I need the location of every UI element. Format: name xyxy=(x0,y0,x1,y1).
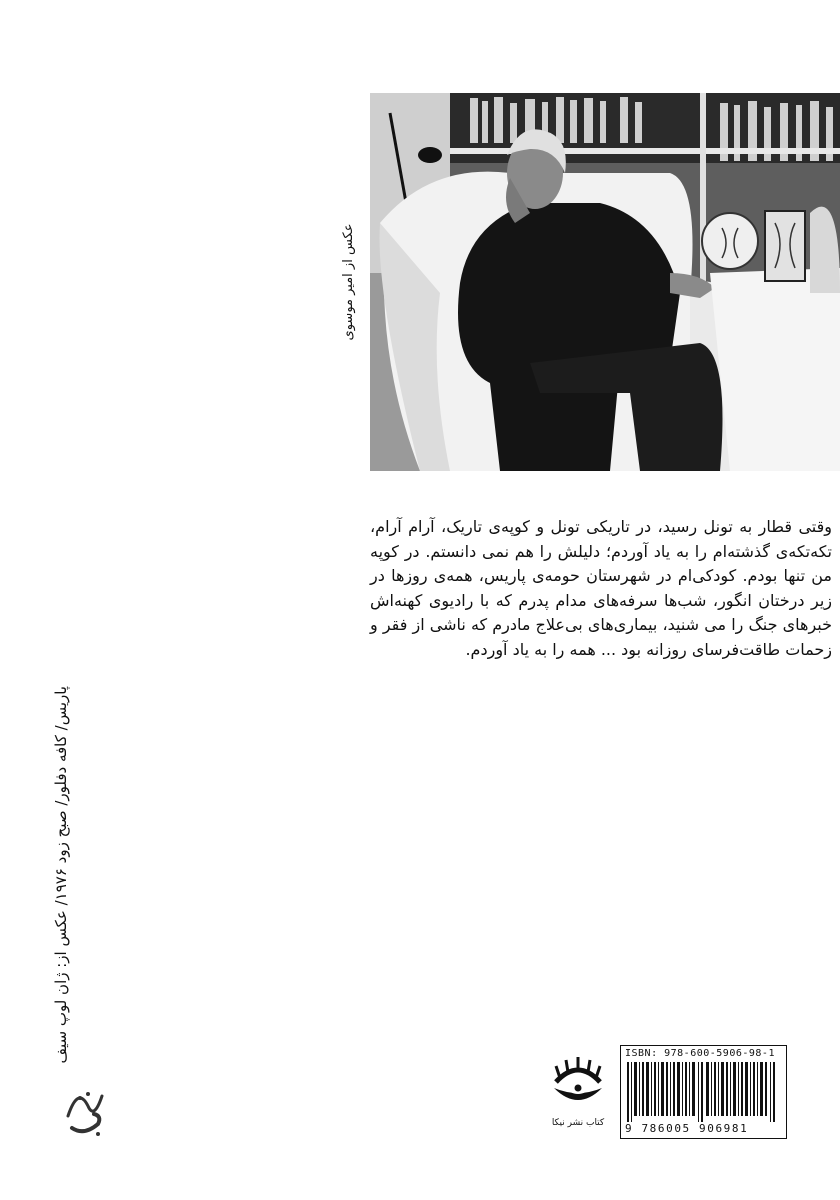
publisher-emblem-icon xyxy=(548,1048,608,1116)
isbn-number: ISBN: 978-600-5906-98-1 xyxy=(625,1048,775,1059)
isbn-barcode xyxy=(620,1045,787,1139)
publisher-logo xyxy=(548,1048,608,1138)
back-cover-blurb: وقتی قطار به تونل رسید، در تاریکی تونل و کوپه‌ی تاریک، آرام آرام، تکه‌تکه‌ی گذشته‌ام را به یاد آوردم؛ دلیلش را هم نمی دانستم. در کوپه من تنها بودم. کودکی‌ام در شهرستان حومه‌ی پاریس، همه‌ی روزها در زیر درختان انگور، شب‌ها سرفه‌های مدام پدرم که با رادیوی کهنه‌اش خبرهای جنگ را می شنید، بیماری‌های بی‌علاج مادرم که ناشی از فقر و زحمات طاقت‌فرسای روزانه بود ... همه را به یاد آوردم. xyxy=(370,517,832,659)
photo-credit: عکس از امیر موسوی xyxy=(341,223,356,341)
cover-photo-credit: پاریس/ کافه دفلور/ صبح زود ۱۹۷۶/ عکس از: ژان لوپ سیف xyxy=(52,686,70,1064)
author-photo xyxy=(370,93,840,471)
barcode-digits: 9 786005 906981 xyxy=(625,1122,749,1135)
nika-calligraphy-logo xyxy=(58,1076,110,1140)
barcode-bars xyxy=(627,1062,779,1122)
publisher-name: کتاب نشر نیکا xyxy=(551,1118,605,1128)
